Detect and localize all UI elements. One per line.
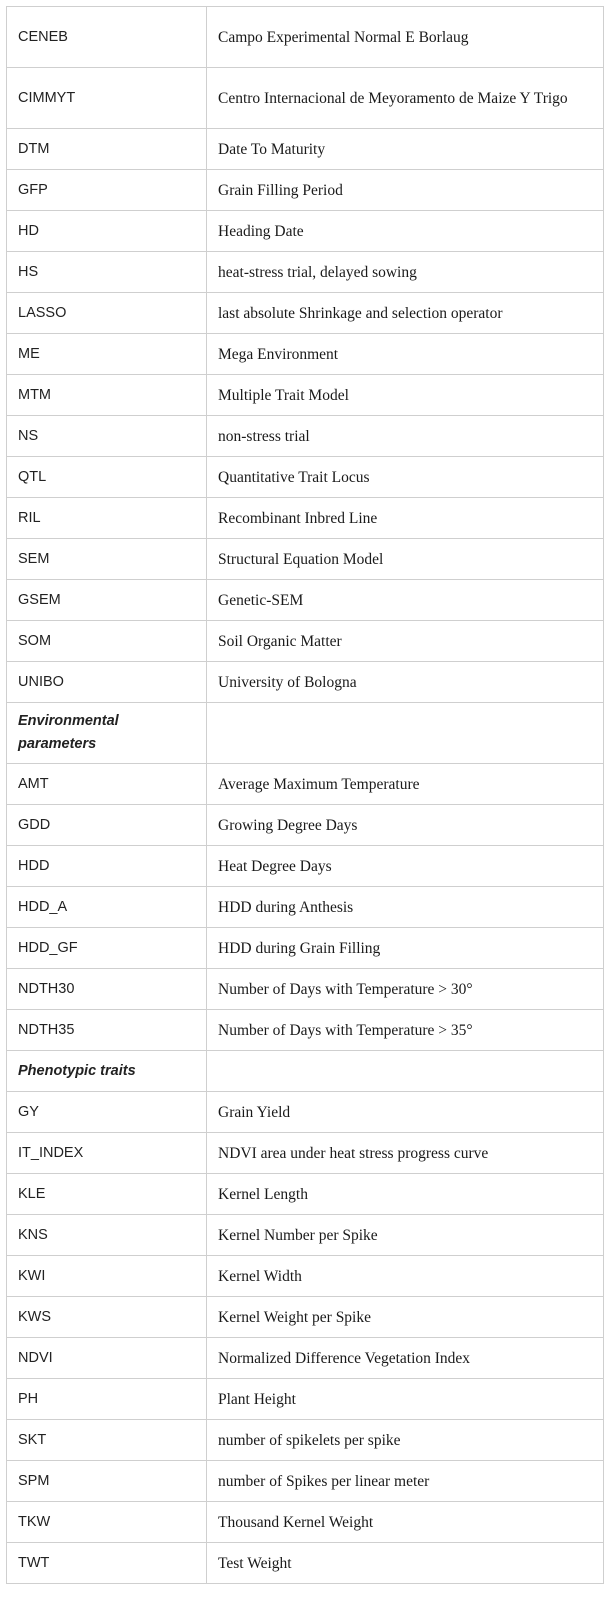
table-row: [7, 928, 604, 969]
definition-cell: Kernel Length: [207, 1174, 604, 1215]
abbreviation-cell: TWT: [7, 1543, 207, 1584]
abbreviation-cell: NDTH30: [7, 969, 207, 1010]
table-row: [7, 416, 604, 457]
definition-cell: Recombinant Inbred Line: [207, 498, 604, 539]
abbreviation-cell: ME: [7, 334, 207, 375]
abbreviation-cell: TKW: [7, 1502, 207, 1543]
definition-cell: Mega Environment: [207, 334, 604, 375]
definition-cell: non-stress trial: [207, 416, 604, 457]
definition-cell: Quantitative Trait Locus: [207, 457, 604, 498]
table-row: [7, 1502, 604, 1543]
definition-cell: NDVI area under heat stress progress curve: [207, 1133, 604, 1174]
definition-cell: Kernel Width: [207, 1256, 604, 1297]
definition-cell: Average Maximum Temperature: [207, 764, 604, 805]
table-row: [7, 1215, 604, 1256]
abbreviation-cell: KWI: [7, 1256, 207, 1297]
table-row: [7, 170, 604, 211]
definition-cell: Genetic-SEM: [207, 580, 604, 621]
definition-cell: Date To Maturity: [207, 129, 604, 170]
abbreviation-cell: CIMMYT: [7, 68, 207, 129]
abbreviation-cell: HD: [7, 211, 207, 252]
table-row: [7, 1297, 604, 1338]
definition-cell: Test Weight: [207, 1543, 604, 1584]
abbreviations-table-body: [7, 7, 604, 1584]
table-row: [7, 539, 604, 580]
abbreviation-cell: GY: [7, 1092, 207, 1133]
abbreviation-cell: MTM: [7, 375, 207, 416]
table-row: [7, 498, 604, 539]
abbreviation-cell: GDD: [7, 805, 207, 846]
abbreviation-cell: GFP: [7, 170, 207, 211]
table-row: [7, 1092, 604, 1133]
abbreviation-cell: KWS: [7, 1297, 207, 1338]
definition-cell: Plant Height: [207, 1379, 604, 1420]
definition-cell: Heat Degree Days: [207, 846, 604, 887]
definition-cell: number of spikelets per spike: [207, 1420, 604, 1461]
definition-cell: Soil Organic Matter: [207, 621, 604, 662]
table-row: [7, 334, 604, 375]
abbreviation-cell: SOM: [7, 621, 207, 662]
definition-cell: Kernel Number per Spike: [207, 1215, 604, 1256]
abbreviation-cell: HDD: [7, 846, 207, 887]
abbreviation-cell: NS: [7, 416, 207, 457]
abbreviation-cell: HS: [7, 252, 207, 293]
definition-cell: Growing Degree Days: [207, 805, 604, 846]
table-row: [7, 211, 604, 252]
table-row: [7, 1461, 604, 1502]
table-row: [7, 621, 604, 662]
definition-cell: Grain Filling Period: [207, 170, 604, 211]
table-row: [7, 764, 604, 805]
table-row: [7, 1420, 604, 1461]
abbreviation-cell: HDD_A: [7, 887, 207, 928]
table-row: [7, 969, 604, 1010]
definition-cell: Centro Internacional de Meyoramento de Maize Y Trigo: [207, 68, 604, 129]
definition-cell: Heading Date: [207, 211, 604, 252]
abbreviation-cell: IT_INDEX: [7, 1133, 207, 1174]
table-row: [7, 846, 604, 887]
table-row: [7, 1256, 604, 1297]
table-row: [7, 129, 604, 170]
table-row: [7, 1133, 604, 1174]
abbreviation-cell: QTL: [7, 457, 207, 498]
definition-cell: Structural Equation Model: [207, 539, 604, 580]
abbreviation-cell: KNS: [7, 1215, 207, 1256]
definition-cell: number of Spikes per linear meter: [207, 1461, 604, 1502]
definition-cell: Normalized Difference Vegetation Index: [207, 1338, 604, 1379]
abbreviation-cell: SPM: [7, 1461, 207, 1502]
abbreviation-cell: PH: [7, 1379, 207, 1420]
table-row: [7, 457, 604, 498]
definition-cell: last absolute Shrinkage and selection operator: [207, 293, 604, 334]
abbreviation-cell: UNIBO: [7, 662, 207, 703]
definition-cell: HDD during Grain Filling: [207, 928, 604, 969]
abbreviations-table: [6, 6, 604, 1584]
definition-cell: [207, 703, 604, 764]
abbreviation-cell: GSEM: [7, 580, 207, 621]
table-row: [7, 887, 604, 928]
table-row: [7, 1174, 604, 1215]
definition-cell: Number of Days with Temperature > 30°: [207, 969, 604, 1010]
table-row: [7, 662, 604, 703]
definition-cell: Multiple Trait Model: [207, 375, 604, 416]
definition-cell: Campo Experimental Normal E Borlaug: [207, 7, 604, 68]
abbreviation-cell: DTM: [7, 129, 207, 170]
abbreviation-cell: NDTH35: [7, 1010, 207, 1051]
definition-cell: University of Bologna: [207, 662, 604, 703]
abbreviation-cell: AMT: [7, 764, 207, 805]
table-row: [7, 1338, 604, 1379]
abbreviation-cell: LASSO: [7, 293, 207, 334]
abbreviation-cell: CENEB: [7, 7, 207, 68]
section-header-row: [7, 1051, 604, 1092]
table-row: [7, 805, 604, 846]
table-row: [7, 68, 604, 129]
abbreviation-cell: NDVI: [7, 1338, 207, 1379]
table-row: [7, 293, 604, 334]
section-heading-environmental-parameters: Environmental parameters: [7, 703, 207, 764]
section-heading-phenotypic-traits: Phenotypic traits: [7, 1051, 207, 1092]
definition-cell: Kernel Weight per Spike: [207, 1297, 604, 1338]
abbreviation-cell: SEM: [7, 539, 207, 580]
definition-cell: Grain Yield: [207, 1092, 604, 1133]
definition-cell: heat-stress trial, delayed sowing: [207, 252, 604, 293]
abbreviation-cell: HDD_GF: [7, 928, 207, 969]
table-row: [7, 7, 604, 68]
definition-cell: HDD during Anthesis: [207, 887, 604, 928]
abbreviation-cell: SKT: [7, 1420, 207, 1461]
table-row: [7, 252, 604, 293]
table-row: [7, 1543, 604, 1584]
definition-cell: Number of Days with Temperature > 35°: [207, 1010, 604, 1051]
definition-cell: Thousand Kernel Weight: [207, 1502, 604, 1543]
table-row: [7, 580, 604, 621]
section-header-row: [7, 703, 604, 764]
table-row: [7, 1379, 604, 1420]
abbreviation-cell: KLE: [7, 1174, 207, 1215]
abbreviation-cell: RIL: [7, 498, 207, 539]
table-row: [7, 375, 604, 416]
table-row: [7, 1010, 604, 1051]
definition-cell: [207, 1051, 604, 1092]
